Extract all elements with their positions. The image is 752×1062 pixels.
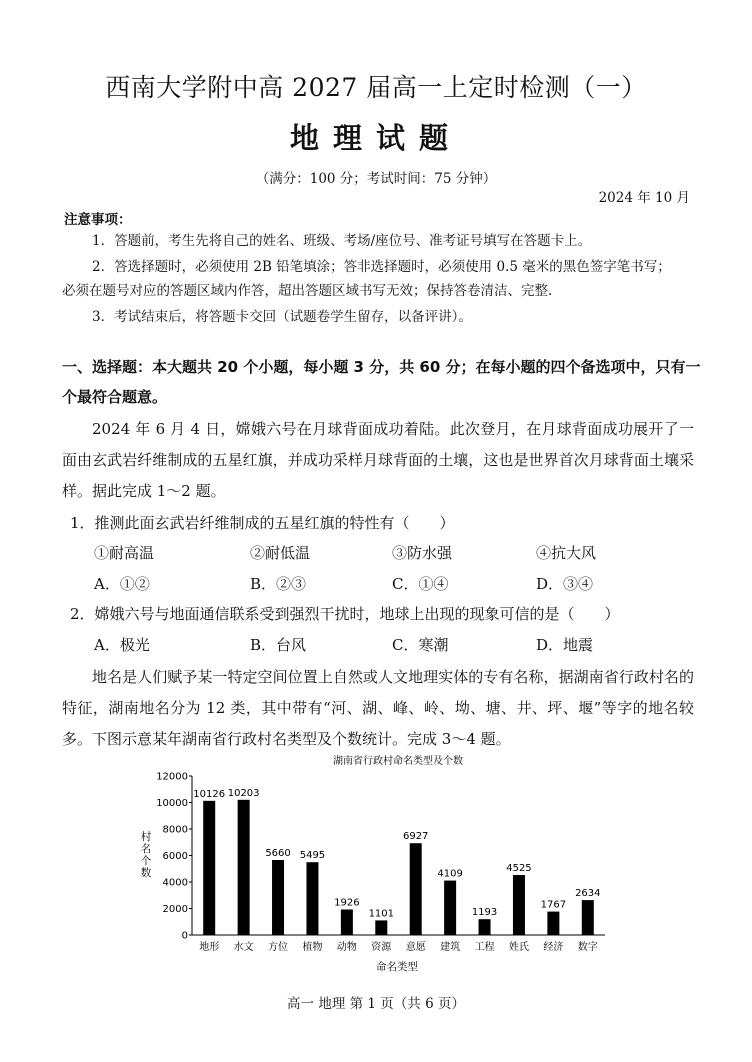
section-heading: 一、选择题：本大题共 20 个小题，每小题 3 分，共 60 分；在每小题的四个备选项中，只有一个最符合题意。 [62, 358, 701, 406]
bar-经济 [547, 912, 559, 935]
question-1-stem: 1．推测此面玄武岩纤维制成的五星红旗的特性有（ ） [70, 514, 455, 532]
q1-item-2: ②耐低温 [250, 544, 311, 562]
bar-动物 [341, 909, 353, 935]
chart-title: 湖南省行政村命名类型及个数 [333, 756, 463, 767]
data-label: 5660 [265, 848, 291, 860]
q1-option-d[interactable]: D．③④ [536, 575, 594, 593]
y-axis-label [141, 830, 152, 879]
y-tick-label: 2000 [162, 904, 188, 915]
q2-option-c[interactable]: C．寒潮 [392, 636, 449, 654]
y-axis-label-char: 村 [140, 831, 152, 843]
q1-option-b[interactable]: B．②③ [250, 575, 307, 593]
q1-item-3: ③防水强 [392, 544, 453, 562]
q1-option-a[interactable]: A．①② [94, 575, 150, 593]
bar-水文 [238, 800, 250, 935]
x-tick-label: 数字 [577, 942, 598, 953]
x-axis-label: 命名类型 [376, 961, 418, 973]
x-tick-label: 意愿 [405, 942, 426, 953]
bar-意愿 [410, 843, 422, 935]
y-tick-label: 6000 [162, 851, 188, 862]
notes-heading: 注意事项： [64, 212, 132, 228]
y-axis-label-char: 个 [140, 855, 152, 867]
passage-2: 地名是人们赋予某一特定空间位置上自然或人文地理实体的专有名称，据湖南省行政村名的特征，湖南地名分为 12 类，其中带有“河、湖、峰、岭、坳、塘、井、坪、堰”等字的地名较多。下图示意某年湖南省行政村名类型及个数统计。完成 3～4 题。 [62, 668, 694, 748]
bar-chart [130, 750, 620, 980]
x-tick-label: 建筑 [440, 942, 461, 953]
score-time-line: （满分：100 分；考试时间：75 分钟） [255, 171, 497, 187]
x-tick-label: 植物 [302, 942, 323, 953]
passage-1: 2024 年 6 月 4 日，嫦娥六号在月球背面成功着陆。此次登月，在月球背面成功展开了一面由玄武岩纤维制成的五星红旗，并成功采样月球背面的土壤，这也是世界首次月球背面土壤采样。据此完成 1～2 题。 [62, 420, 694, 500]
y-tick-label: 8000 [162, 824, 188, 836]
x-tick-label: 资源 [371, 942, 392, 953]
bar-资源 [375, 920, 387, 935]
bar-建筑 [444, 881, 456, 935]
note-item-1: 1．答题前，考生先将自己的姓名、班级、考场/座位号、准考证号填写在答题卡上。 [92, 233, 592, 249]
bar-数字 [582, 900, 594, 935]
x-tick-label: 地形 [199, 942, 220, 953]
x-tick-label: 动物 [336, 942, 357, 953]
y-tick-label: 4000 [162, 877, 188, 889]
data-label: 5495 [299, 850, 326, 862]
x-tick-label: 姓氏 [508, 942, 529, 953]
page-footer: 高一 地理 第 1 页（共 6 页） [287, 996, 465, 1012]
question-2-stem: 2．嫦娥六号与地面通信联系受到强烈干扰时，地球上出现的现象可信的是（ ） [70, 605, 620, 623]
y-tick-label: 10000 [156, 798, 188, 809]
data-label: 1101 [368, 908, 395, 920]
y-axis-label-char: 数 [140, 867, 152, 879]
data-label: 6927 [402, 831, 429, 843]
q1-item-1: ①耐高温 [94, 544, 155, 562]
note-item-2: 2．答选择题时，必须使用 2B 铅笔填涂；答非选择题时，必须使用 0.5 毫米的黑色签字笔书写； [92, 259, 671, 275]
bar-方位 [272, 860, 284, 935]
q1-option-c[interactable]: C．①④ [392, 575, 449, 593]
x-tick-label: 经济 [543, 942, 564, 953]
note-item-2-cont: 必须在题号对应的答题区域内作答，超出答题区域书写无效；保持答卷清洁、完整. [62, 283, 553, 299]
subject-title: 地理试题 [289, 121, 462, 155]
data-label: 1926 [334, 897, 360, 909]
q2-option-d[interactable]: D．地震 [536, 636, 594, 654]
q2-option-a[interactable]: A．极光 [94, 636, 150, 654]
q1-item-4: ④抗大风 [536, 544, 597, 562]
x-tick-label: 工程 [474, 942, 495, 953]
x-tick-label: 水文 [233, 942, 254, 953]
x-tick-label: 方位 [268, 942, 289, 953]
data-label: 10203 [227, 787, 260, 799]
bar-地形 [203, 801, 215, 935]
y-axis-label-char: 名 [140, 843, 152, 855]
bar-姓氏 [513, 875, 525, 935]
bar-植物 [306, 862, 318, 935]
note-item-3: 3．考试结束后，将答题卡交回（试题卷学生留存，以备评讲）。 [92, 309, 472, 325]
exam-title: 西南大学附中高 2027 届高一上定时检测（一） [105, 73, 647, 102]
data-label: 1193 [471, 907, 498, 919]
y-tick-label: 0 [181, 930, 188, 942]
q2-option-b[interactable]: B．台风 [250, 636, 307, 654]
data-label: 4525 [506, 863, 532, 875]
data-label: 1767 [540, 899, 567, 911]
data-label: 2634 [575, 888, 601, 900]
data-label: 10126 [193, 788, 226, 800]
bar-工程 [479, 919, 491, 935]
y-tick-label: 12000 [156, 771, 188, 783]
data-label: 4109 [437, 868, 463, 880]
exam-date: 2024 年 10 月 [598, 190, 690, 206]
